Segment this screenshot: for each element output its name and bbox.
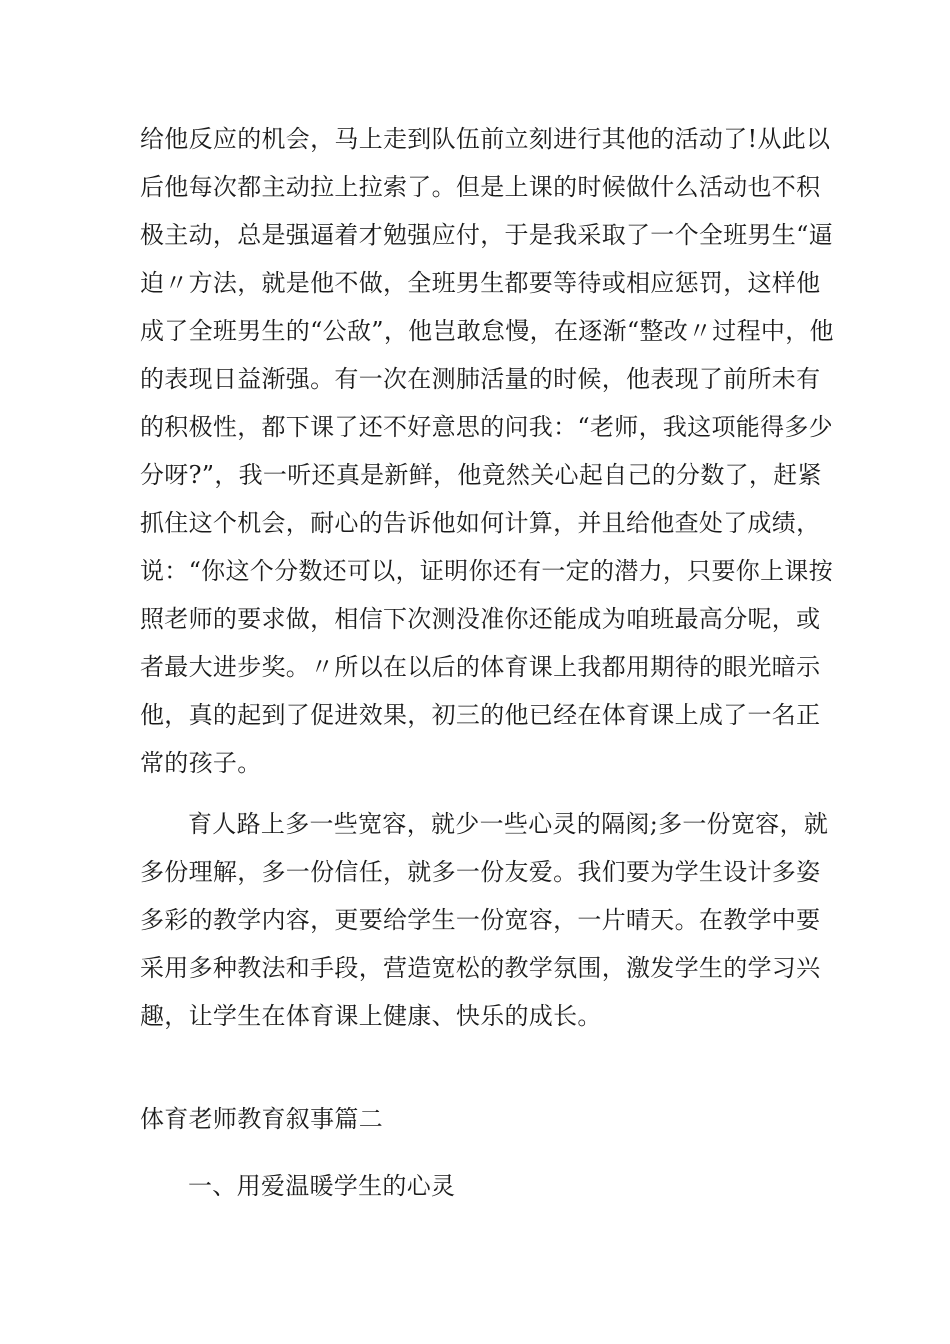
paragraph-line: 给他反应的机会，马上走到队伍前立刻进行其他的活动了!从此以 (140, 125, 831, 153)
subsection-heading (140, 1162, 820, 1210)
paragraph-line: 育人路上多一些宽容，就少一些心灵的隔阂;多一份宽容，就 (188, 810, 829, 838)
section-heading-text: 体育老师教育叙事篇二 (140, 1105, 383, 1133)
paragraph-line: 采用多种教法和手段，营造宽松的教学氛围，激发学生的学习兴 (140, 954, 821, 982)
paragraph-line: 多彩的教学内容，更要给学生一份宽容，一片晴天。在教学中要 (140, 906, 821, 934)
paragraph-line: 的表现日益渐强。有一次在测肺活量的时候，他表现了前所未有 (140, 365, 821, 393)
paragraph-line: 常的孩子。 (140, 749, 262, 777)
paragraph-line: 抓住这个机会，耐心的告诉他如何计算，并且给他查处了成绩， (140, 509, 821, 537)
paragraph-line: 极主动，总是强逼着才勉强应付，于是我采取了一个全班男生“逼 (140, 221, 833, 249)
paragraph-1 (140, 115, 834, 787)
paragraph-line: 迫〃方法，就是他不做，全班男生都要等待或相应惩罚，这样他 (140, 269, 821, 297)
paragraph-line: 的积极性，都下课了还不好意思的问我：“老师，我这项能得多少 (140, 413, 833, 441)
paragraph-2 (140, 800, 829, 1040)
paragraph-line: 后他每次都主动拉上拉索了。但是上课的时候做什么活动也不积 (140, 173, 821, 201)
paragraph-line: 照老师的要求做，相信下次测没准你还能成为咱班最高分呢，或 (140, 605, 821, 633)
paragraph-line: 分呀?”，我一听还真是新鲜，他竟然关心起自己的分数了，赶紧 (140, 461, 822, 489)
paragraph-line: 趣，让学生在体育课上健康、快乐的成长。 (140, 1002, 602, 1030)
paragraph-line: 多份理解，多一份信任，就多一份友爱。我们要为学生设计多姿 (140, 858, 821, 886)
paragraph-line: 成了全班男生的“公敌”，他岂敢怠慢，在逐渐“整改〃过程中，他 (140, 317, 834, 345)
paragraph-line: 者最大进步奖。〃所以在以后的体育课上我都用期待的眼光暗示 (140, 653, 821, 681)
subsection-heading-text: 一、用爱温暖学生的心灵 (188, 1172, 456, 1200)
section-heading (140, 1095, 820, 1143)
paragraph-line: 他，真的起到了促进效果，初三的他已经在体育课上成了一名正 (140, 701, 821, 729)
paragraph-line: 说：“你这个分数还可以，证明你还有一定的潜力，只要你上课按 (140, 557, 833, 585)
